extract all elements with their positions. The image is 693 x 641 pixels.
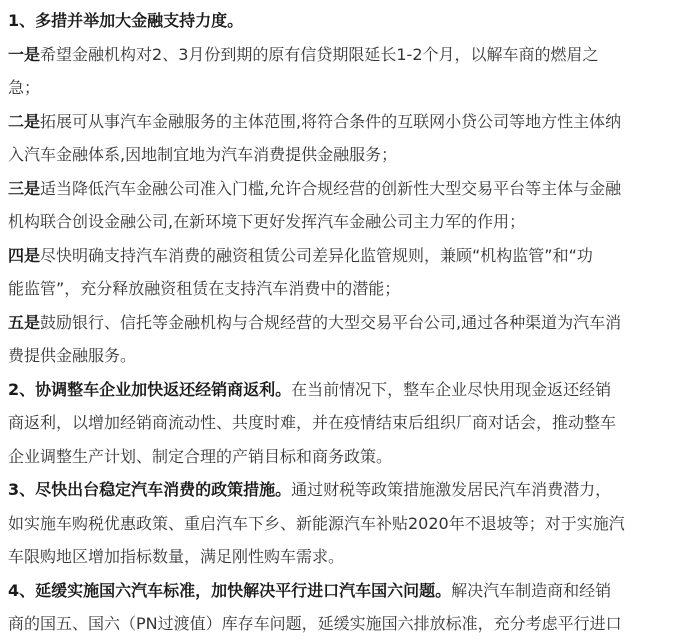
- section-4-line-1: [8, 574, 690, 608]
- item-1-line-1: [8, 38, 690, 72]
- item-2-lead: 二是: [8, 111, 41, 131]
- section-4-text-line-1: 解决汽车制造商和经销: [451, 580, 612, 600]
- section-4-text-line-2: 商的国五、国六（PN过渡值）库存车问题，延缓实施国六排放标准，充分考虑平行进口: [8, 614, 622, 633]
- item-5-line-1: [8, 306, 690, 340]
- item-1-line-2: [8, 71, 690, 105]
- section-3-line-1: [8, 473, 690, 507]
- section-2-heading: 2、协调整车企业加快返还经销商返利。: [8, 379, 292, 399]
- item-4-text-line-2: 能监管”，充分释放融资租赁在支持汽车消费中的潜能；: [8, 279, 401, 298]
- item-4-line-2: [8, 272, 690, 306]
- item-3-line-1: [8, 172, 690, 206]
- section-4-heading: 4、延缓实施国六汽车标准，加快解决平行进口汽车国六问题。: [8, 580, 452, 600]
- section-2-text-line-3: 企业调整生产计划、制定合理的产销目标和商务政策。: [8, 446, 393, 466]
- section-3-text-line-2: 如实施车购税优惠政策、重启汽车下乡、新能源汽车补贴2020年不退坡等；对于实施汽: [8, 513, 625, 533]
- item-3-text-line-1: 适当降低汽车金融公司准入门槛,允许合规经营的创新性大型交易平台等主体与金融: [40, 178, 622, 198]
- item-3-lead: 三是: [8, 178, 41, 198]
- section-1-heading: 1、多措并举加大金融支持力度。: [8, 11, 244, 30]
- item-1-text-line-1: 希望金融机构对2、3月份到期的原有信贷期限延长1-2个月，以解车商的燃眉之: [40, 44, 599, 64]
- item-3-line-2: [8, 205, 690, 239]
- section-3-heading: 3、尽快出台稳定汽车消费的政策措施。: [8, 480, 292, 499]
- item-1-text-line-2: 急；: [8, 78, 41, 97]
- section-3-line-2: [8, 507, 690, 541]
- item-2-line-2: [8, 138, 690, 172]
- item-2-text-line-2: 入汽车金融体系,因地制宜地为汽车消费提供金融服务；: [8, 145, 398, 164]
- item-1-lead: 一是: [8, 44, 41, 64]
- item-5-text-line-2: 费提供金融服务。: [8, 346, 137, 365]
- item-3-text-line-2: 机构联合创设金融公司,在新环境下更好发挥汽车金融公司主力军的作用；: [8, 212, 526, 231]
- section-2-text-line-2: 商返利，以增加经销商流动性、共度时难，并在疫情结束后组织厂商对话会，推动整车: [8, 413, 617, 432]
- item-5-lead: 五是: [8, 312, 41, 332]
- section-3-text-line-1: 通过财税等政策措施激发居民汽车消费潜力，: [291, 480, 612, 499]
- item-4-lead: 四是: [8, 245, 41, 265]
- item-4-line-1: [8, 239, 690, 273]
- section-3-line-3: [8, 540, 690, 574]
- section-4-line-2: [8, 607, 690, 641]
- article-body: [8, 4, 690, 641]
- section-2-line-3: [8, 440, 690, 474]
- item-5-text-line-1: 鼓励银行、信托等金融机构与合规经营的大型交易平台公司,通过各种渠道为汽车消: [40, 312, 622, 332]
- item-2-line-1: [8, 105, 690, 139]
- item-2-text-line-1: 拓展可从事汽车金融服务的主体范围,将符合条件的互联网小贷公司等地方性主体纳: [40, 111, 622, 131]
- section-3-text-line-3: 车限购地区增加指标数量，满足刚性购车需求。: [8, 547, 345, 566]
- section-1-heading-line: [8, 4, 690, 38]
- section-2-line-2: [8, 406, 690, 440]
- item-5-line-2: [8, 339, 690, 373]
- section-2-line-1: [8, 373, 690, 407]
- item-4-text-line-1: 尽快明确支持汽车消费的融资租赁公司差异化监管规则，兼顾“机构监管”和“功: [40, 245, 593, 265]
- section-2-text-line-1: 在当前情况下，整车企业尽快用现金返还经销: [291, 379, 612, 399]
